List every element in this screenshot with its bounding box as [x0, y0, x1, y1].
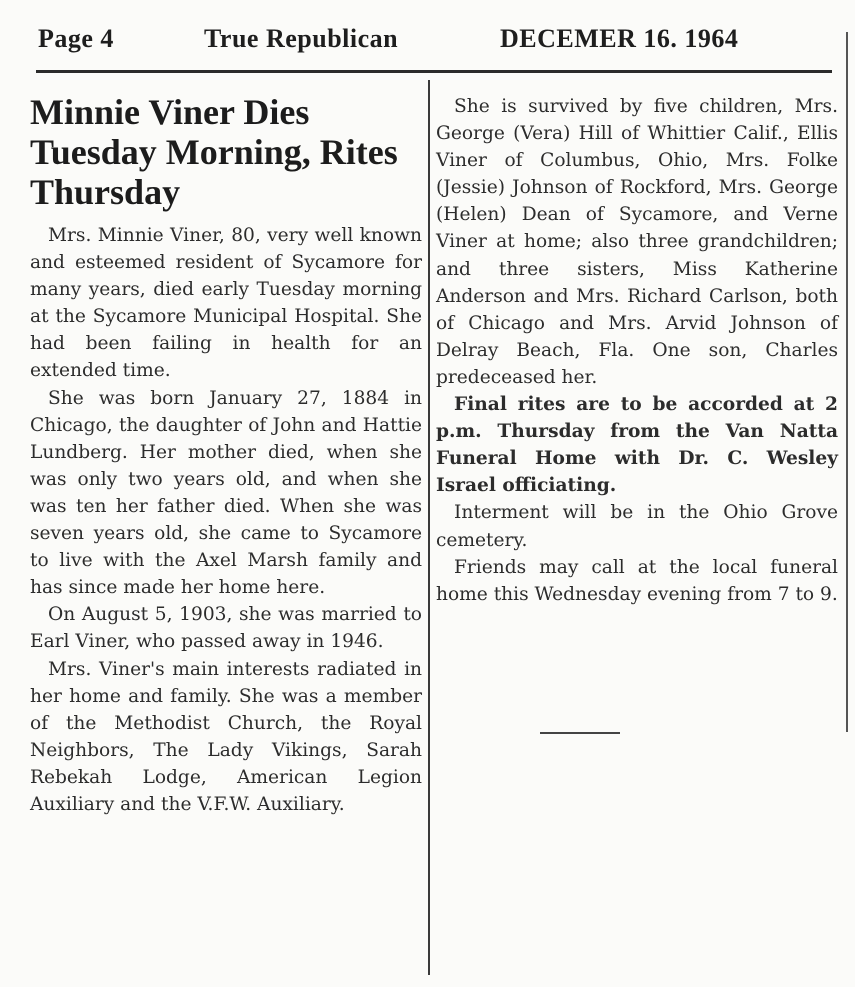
paragraph-birth: She was born January 27, 1884 in Chicago, the daughter of John and Hattie Lundberg. Her mother died, when she was only two years old, and when she was ten her father died. When she was seven years old, she came to Sycamore to live with the Axel Marsh family and has since made her home here.	[30, 387, 422, 599]
masthead	[38, 24, 838, 60]
issue-date: DECEMER 16. 1964	[500, 24, 739, 53]
headline: Minnie Viner Dies Tuesday Morning, Rites Thursday	[30, 92, 398, 212]
masthead-rule	[36, 70, 832, 73]
page-number: Page 4	[38, 24, 114, 53]
paragraph-visitation: Friends may call at the local funeral home this Wednesday evening from 7 to 9.	[436, 556, 838, 605]
left-column-text	[30, 222, 422, 818]
right-column-text	[436, 93, 838, 608]
column-divider	[428, 80, 430, 975]
paragraph-interests: Mrs. Viner's main interests radiated in her home and family. She was a member of the Methodist Church, the Royal Neighbors, The Lady Vikings, Sarah Rebekah Lodge, American Legion Auxiliary and the V.F.W. Auxiliary.	[30, 658, 422, 815]
paragraph-final-rites: Final rites are to be accorded at 2 p.m. Thursday from the Van Natta Funeral Home with Dr. C. Wesley Israel officiating.	[436, 394, 838, 497]
newspaper-name: True Republican	[204, 24, 399, 53]
paragraph-interment: Interment will be in the Ohio Grove cemetery.	[436, 502, 838, 551]
left-column	[30, 92, 422, 818]
paragraph-marriage: On August 5, 1903, she was married to Earl Viner, who passed away in 1946.	[30, 604, 422, 653]
clipping-edge	[846, 32, 848, 732]
right-column	[436, 93, 838, 608]
paragraph-intro: Mrs. Minnie Viner, 80, very well known and esteemed resident of Sycamore for many years, died early Tuesday morning at the Sycamore Municipal Hospital. She had been failing in health for an extended time.	[30, 225, 422, 382]
article-end-rule	[540, 732, 620, 734]
paragraph-survivors: She is survived by five children, Mrs. George (Vera) Hill of Whittier Calif., Ellis Viner of Columbus, Ohio, Mrs. Folke (Jessie) Johnson of Rockford, Mrs. George (Helen) Dean of Sycamore, and Verne Viner at home; also three grandchildren; and three sisters, Miss Katherine Anderson and Mrs. Richard Carlson, both of Chicago and Mrs. Arvid Johnson of Delray Beach, Fla. One son, Charles predeceased her.	[436, 96, 838, 388]
